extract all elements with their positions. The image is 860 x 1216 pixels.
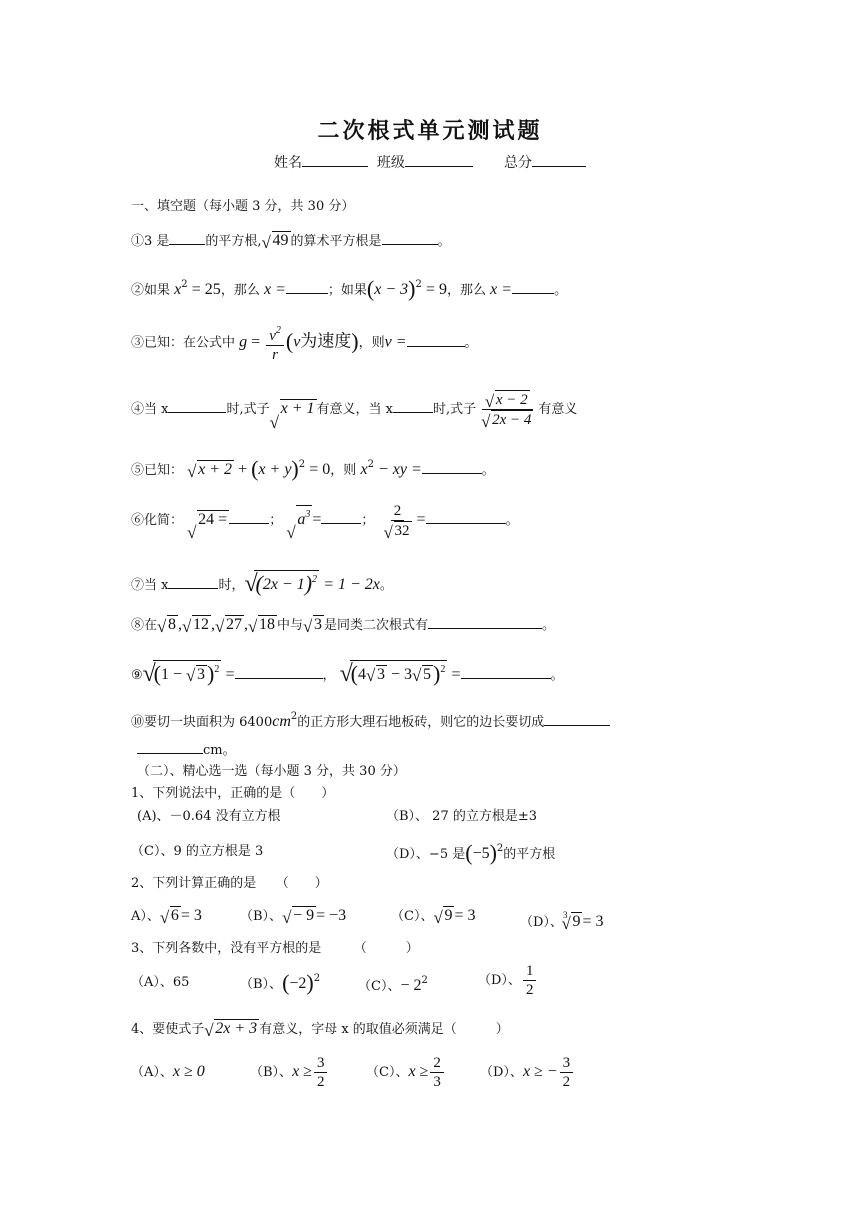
mc-q4-option-b[interactable]: （B）、x ≥ $\frac{3}{2}$ (250, 1052, 329, 1093)
mc-q2-stem: 2、下列计算正确的是 （ ） (131, 876, 328, 891)
q9-blank-1[interactable] (235, 665, 323, 679)
section-1-heading: 一、填空题（每小题 3 分，共 30 分） (131, 199, 355, 214)
section-2-heading: （二）、精心选一选（每小题 3 分，共 30 分） (137, 764, 406, 779)
q6-blank-1[interactable] (229, 510, 269, 524)
class-label: 班级 (376, 155, 405, 171)
q1-blank-2[interactable] (382, 231, 438, 245)
fill-q8: ⑧在√ 8 ,√ 12 ,√ 27 ,√ 18 中与√ 3 是同类二次根式有 。 (131, 615, 555, 635)
mc-q2-option-c[interactable]: （C）、√ 9 = 3 (391, 906, 475, 926)
mc-q1-stem: 1、下列说法中，正确的是（ ） (131, 786, 335, 801)
fill-q4: ④当 x 时,式子√ x + 1 有意义，当 x 时,式子 √ x − 2 √ 2x − 4 有意义 (131, 388, 577, 431)
mc-q2-option-a[interactable]: A）、√ 6 = 3 (131, 906, 202, 926)
mc-q1-option-a[interactable]: (A)、－0.64 没有立方根 (137, 809, 281, 824)
fill-q9: ⑨√ (1 − √ 3)$^2$ = ， √ (4√ 3 − 3√ 5)$^2$ = 。 (131, 660, 564, 685)
q8-blank[interactable] (428, 615, 542, 629)
name-label: 姓名 (273, 155, 302, 171)
q2-blank-1[interactable] (286, 280, 328, 294)
q6-blank-2[interactable] (321, 510, 361, 524)
sqrt-49: √ 49 (263, 231, 291, 250)
q9-blank-2[interactable] (461, 665, 551, 679)
class-blank[interactable] (405, 153, 473, 167)
fill-q5: ⑤已知： √ $x + 2 + (x + y)^2 = 0$，则 $x^2$ − xy = 。 (131, 456, 495, 480)
fill-q6: ⑥化简： √ 24 = ； √ $a^3$ = ； 2 √ 32 = 。 (131, 500, 519, 541)
q10-blank-1[interactable] (544, 712, 610, 726)
mc-q2-option-d[interactable]: （D）、$^3$√ 9 = 3 (520, 906, 603, 932)
mc-q1-option-c[interactable]: （C）、9 的立方根是 3 (131, 844, 264, 859)
mc-q4-stem: 4、要使式子√ 2x + 3 有意义，字母 x 的取值必须满足（ ） (131, 1019, 509, 1039)
name-blank[interactable] (302, 153, 368, 167)
sqrt-fraction: √ x − 2 √ 2x − 4 (478, 390, 536, 429)
score-blank[interactable] (532, 153, 586, 167)
q5-blank[interactable] (422, 460, 482, 474)
mc-q4-option-c[interactable]: （C）、x ≥ $\frac{2}{3}$ (366, 1052, 446, 1093)
q4-blank-1[interactable] (168, 399, 226, 413)
q3-blank[interactable] (407, 333, 465, 347)
mc-q3-option-a[interactable]: （A）、65 (131, 975, 190, 990)
q1-blank-1[interactable] (169, 231, 205, 245)
mc-q1-option-d[interactable]: （D）、−5 是$(-5)^2$的平方根 (386, 840, 556, 865)
fill-q1: ①3 是 的平方根,√ 49 的算术平方根是 。 (131, 231, 451, 251)
page-title: 二次根式单元测试题 (317, 118, 543, 144)
score-label: 总分 (504, 155, 533, 171)
fill-q2: ②如果 $x^2 = 25$，那么 x = ；如果$(x - 3)^2 = 9$，那么 x = 。 (131, 276, 568, 301)
q2-blank-2[interactable] (512, 280, 554, 294)
q4-blank-2[interactable] (393, 399, 433, 413)
mc-q3-option-d[interactable]: （D）、 $\frac{1}{2}$ (478, 962, 538, 1000)
fill-q10-cont: cm。 (137, 740, 236, 760)
mc-q1-option-b[interactable]: （B）、 27 的立方根是±3 (386, 809, 538, 824)
mc-q3-stem: 3、下列各数中，没有平方根的是 （ ） (131, 941, 419, 956)
q6-blank-3[interactable] (426, 510, 506, 524)
student-info-row (0, 152, 860, 172)
fill-q3: ③已知：在公式中 g = $\frac{v^2}{r}$ (v为速度)，则v = 。 (131, 322, 478, 364)
mc-q4-option-d[interactable]: （D）、x ≥ − $\frac{3}{2}$ (480, 1052, 575, 1093)
v2-over-r: $\frac{v^2}{r}$ (266, 322, 284, 364)
fill-q10: ⑩要切一块面积为 $6400cm^2$的正方形大理石地板砖，则它的边长要切成 (131, 708, 610, 732)
fill-q7: ⑦当 x 时，√ $(2x - 1)^2 = 1 - 2x$。 (131, 570, 393, 595)
mc-q4-option-a[interactable]: （A）、x ≥ 0 (131, 1063, 205, 1080)
mc-q3-option-b[interactable]: （B）、$(-2)^2$ (240, 970, 321, 995)
mc-q3-option-c[interactable]: （C）、− $2^2$ (358, 975, 428, 994)
q7-blank[interactable] (168, 575, 218, 589)
mc-q2-option-b[interactable]: （B）、√ − 9 = −3 (240, 906, 346, 926)
q10-blank-2[interactable] (137, 740, 203, 754)
sqrt-x-plus-1: √ x + 1 (271, 388, 317, 430)
